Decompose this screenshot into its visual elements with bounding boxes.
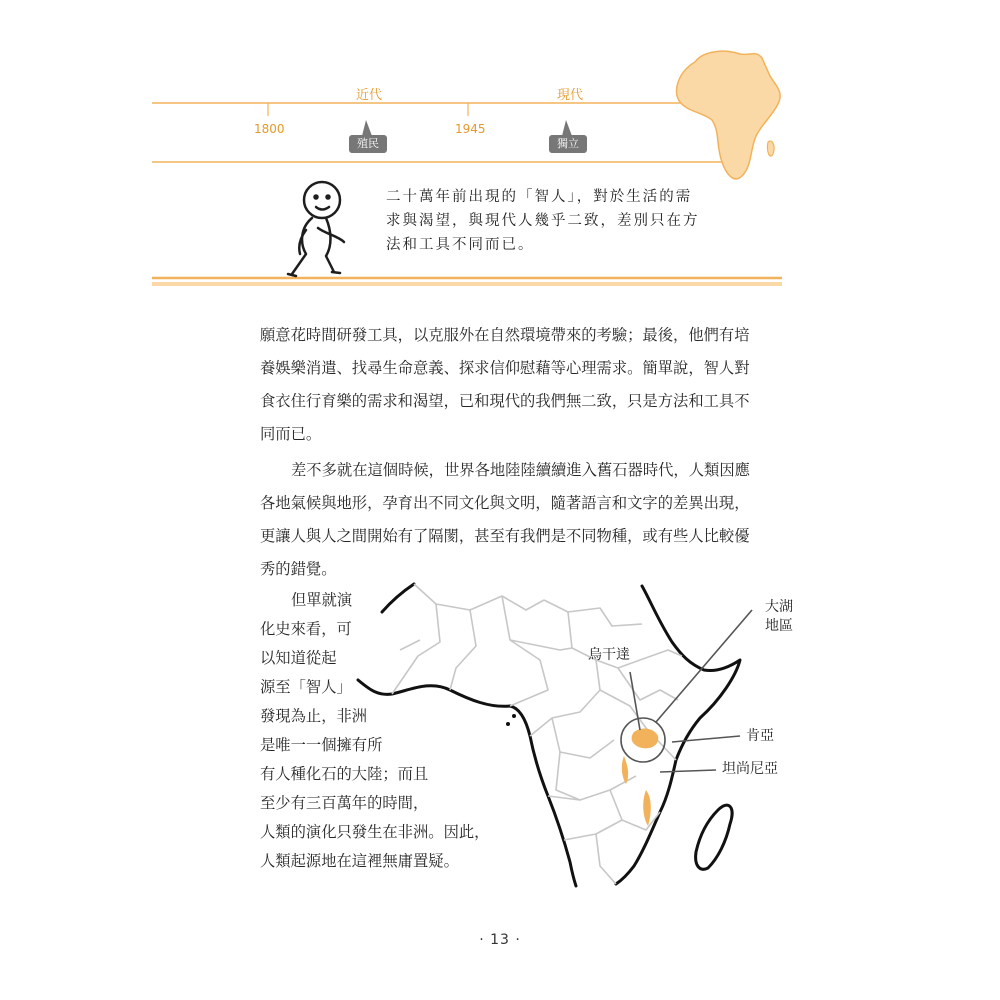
quote-line: 求與渴望，與現代人幾乎二致，差別只在方 [386,213,700,229]
tag-colonial: 殖民 [349,135,387,153]
side-line: 化史來看，可 [260,620,352,638]
walking-human-icon [288,182,344,276]
map-label-great-lakes-line-1: 大湖 [765,599,793,615]
body-line: 差不多就在這個時候，世界各地陸陸續續進入舊石器時代，人類因應 [291,461,750,479]
side-line: 源至「智人」 [260,678,352,696]
body-line: 食衣住行育樂的需求和渴望，已和現代的我們無二致，只是方法和工具不 [260,392,750,410]
side-line: 但單就演 [291,591,353,609]
side-line: 是唯一一個擁有所 [260,736,383,754]
year-label-1800: 1800 [254,122,285,136]
body-line: 願意花時間研發工具，以克服外在自然環境帶來的考驗；最後，他們有培 [260,326,750,344]
map-label-great-lakes [765,598,793,636]
side-line: 以知道從起 [260,649,337,667]
body-line: 養娛樂消遣、找尋生命意義、探求信仰慰藉等心理需求。簡單說，智人對 [260,359,750,377]
map-label-great-lakes-line-2: 地區 [765,618,793,634]
side-line: 人類的演化只發生在非洲。因此， [260,823,490,841]
body-line: 同而已。 [260,425,322,443]
quote-line: 法和工具不同而已。 [386,237,535,253]
era-label-contemporary: 現代 [557,88,584,103]
map-label-uganda: 烏干達 [588,647,630,663]
body-line: 各地氣候與地形，孕育出不同文化與文明，隨著語言和文字的差異出現， [260,494,750,512]
intro-quote [386,185,766,257]
map-label-tanzania: 坦尚尼亞 [722,761,778,777]
side-line: 有人種化石的大陸；而且 [260,765,429,783]
body-line: 更讓人與人之間開始有了隔閡，甚至有我們是不同物種，或有些人比較優 [260,527,750,545]
body-line: 秀的錯覺。 [260,560,337,578]
map-label-kenya: 肯亞 [746,728,774,744]
side-line: 人類起源地在這裡無庸置疑。 [260,852,459,870]
quote-line: 二十萬年前出現的「智人」，對於生活的需 [386,189,693,205]
tag-independence: 獨立 [549,135,587,153]
africa-outline-icon [676,51,780,179]
body-paragraph-1 [260,325,750,444]
year-label-1945: 1945 [455,122,486,136]
page-number: · 13 · [479,932,521,948]
africa-map [0,560,1000,900]
side-line: 至少有三百萬年的時間， [260,794,429,812]
side-line: 發現為止，非洲 [260,707,368,725]
era-label-modern: 近代 [356,88,383,103]
